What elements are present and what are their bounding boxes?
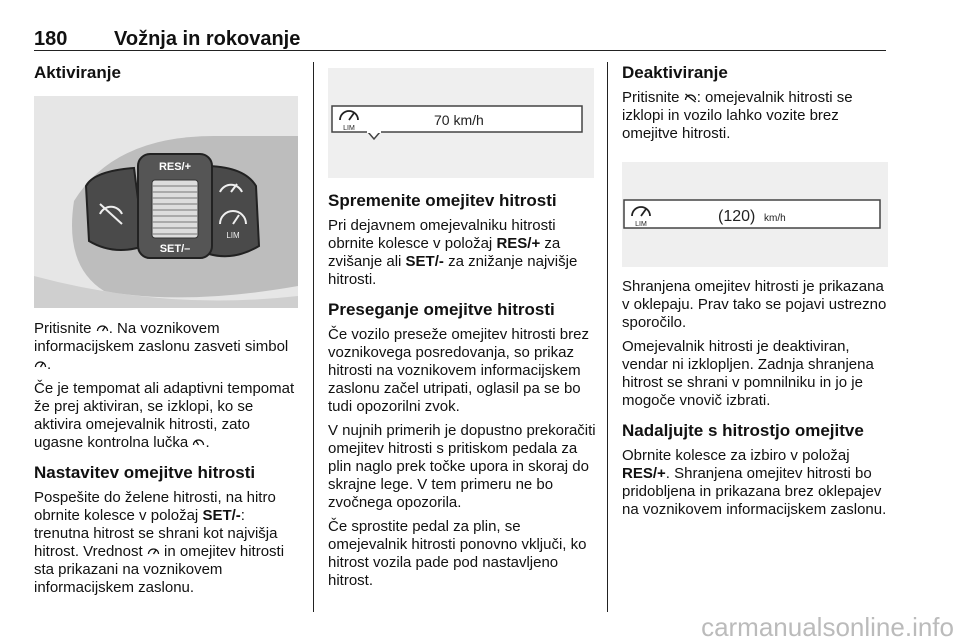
page-number: 180: [34, 28, 68, 50]
column-1: [34, 62, 300, 596]
heading-deactivation: Deaktiviranje: [622, 63, 728, 82]
paragraph-exceed-1: Če vozilo preseže omejitev hitrosti brez voznikovega posredovanja, so prikaz hitrosti na voznikovem informacijskem zaslonu začel utripati, oglasil pa se bo tudi opozorilni zvok.: [328, 326, 589, 415]
paragraph-deactivated-state: Omejevalnik hitrosti je deaktiviran, vendar ni izklopljen. Zadnja shranjena hitrost se shrani v pomnilniku in jo je mogoče vnovič izbrati.: [622, 338, 874, 409]
paragraph-deactivate: Pritisnite : omejevalnik hitrosti se izklopi in vozilo lahko vozite brez omejitve hitrosti.: [622, 89, 853, 142]
heading-exceed-limit: Preseganje omejitve hitrosti: [328, 300, 555, 319]
wheel-label-res: RES/+: [158, 161, 192, 173]
cancel-limiter-icon: [684, 91, 697, 103]
cruise-control-icon: [192, 436, 205, 448]
column-divider-1: [313, 62, 314, 612]
heading-activation: Aktiviranje: [34, 63, 121, 82]
display-speed-value: 70 km/h: [434, 112, 484, 128]
paragraph-exceed-3: Če sprostite pedal za plin, se omejevalnik hitrosti ponovno vključi, ko hitrost vozila pade pod nastavljeno hitrost.: [328, 518, 587, 589]
watermark: carmanualsonline.info: [701, 612, 954, 642]
paragraph-resume: Obrnite kolesce za izbiro v položaj RES/+. Shranjena omejitev hitrosti bo pridobljena in prikazana brez oklepajev na voznikovem informacijskem zaslonu.: [622, 447, 887, 518]
chapter-title: Vožnja in rokovanje: [114, 28, 301, 50]
wheel-label-lim: LIM: [226, 231, 240, 240]
column-3: [622, 62, 890, 518]
heading-resume: Nadaljujte s hitrostjo omejitve: [622, 421, 864, 440]
paragraph-cruise-off: Če je tempomat ali adaptivni tempomat že prej aktiviran, se izklopi, ko se aktivira omejevalnik hitrosti, zato ugasne kontrolna lučka .: [34, 380, 295, 451]
page-header: [34, 22, 886, 52]
header-rule: [34, 50, 886, 51]
paragraph-activate: Pritisnite . Na voznikovem informacijskem zaslonu zasveti simbol .: [34, 320, 289, 373]
display-lim-label: LIM: [635, 221, 647, 228]
wheel-label-set: SET/–: [159, 243, 191, 255]
heading-change-limit: Spremenite omejitev hitrosti: [328, 191, 557, 210]
paragraph-exceed-2: V nujnih primerih je dopustno prekoračiti omejitev hitrosti s pritiskom pedala za plin naglo prek točke upora in skoraj do skrajne lege. V tem primeru ne bo zvočnega opozorila.: [328, 422, 596, 511]
paragraph-stored-limit: Shranjena omejitev hitrosti je prikazana v oklepaju. Prav tako se pojavi ustrezno sporočilo.: [622, 278, 887, 331]
paragraph-change-limit: Pri dejavnem omejevalniku hitrosti obrnite kolesce v položaj RES/+ za zvišanje ali SET/- za znižanje najvišje hitrosti.: [328, 217, 578, 288]
speed-limiter-icon: [34, 358, 47, 370]
display-limit-figure: [328, 68, 594, 178]
heading-set-limit: Nastavitev omejitve hitrosti: [34, 463, 256, 482]
display-unit: km/h: [764, 213, 786, 224]
speed-limiter-icon: [96, 322, 109, 334]
paragraph-set-limit: Pospešite do želene hitrosti, na hitro obrnite kolesce v položaj SET/-: trenutna hitrost se shrani kot najvišja hitrost. Vrednost in omejitev hitrosti sta prikazani na voznikovem informacijskem zaslonu.: [34, 489, 285, 596]
column-divider-2: [607, 62, 608, 612]
speed-limiter-icon: [147, 545, 160, 557]
steering-wheel-controls-figure: [34, 96, 298, 308]
display-lim-label: LIM: [343, 125, 355, 132]
display-stored-speed: (120): [718, 208, 756, 225]
display-stored-limit-figure: [622, 162, 888, 267]
